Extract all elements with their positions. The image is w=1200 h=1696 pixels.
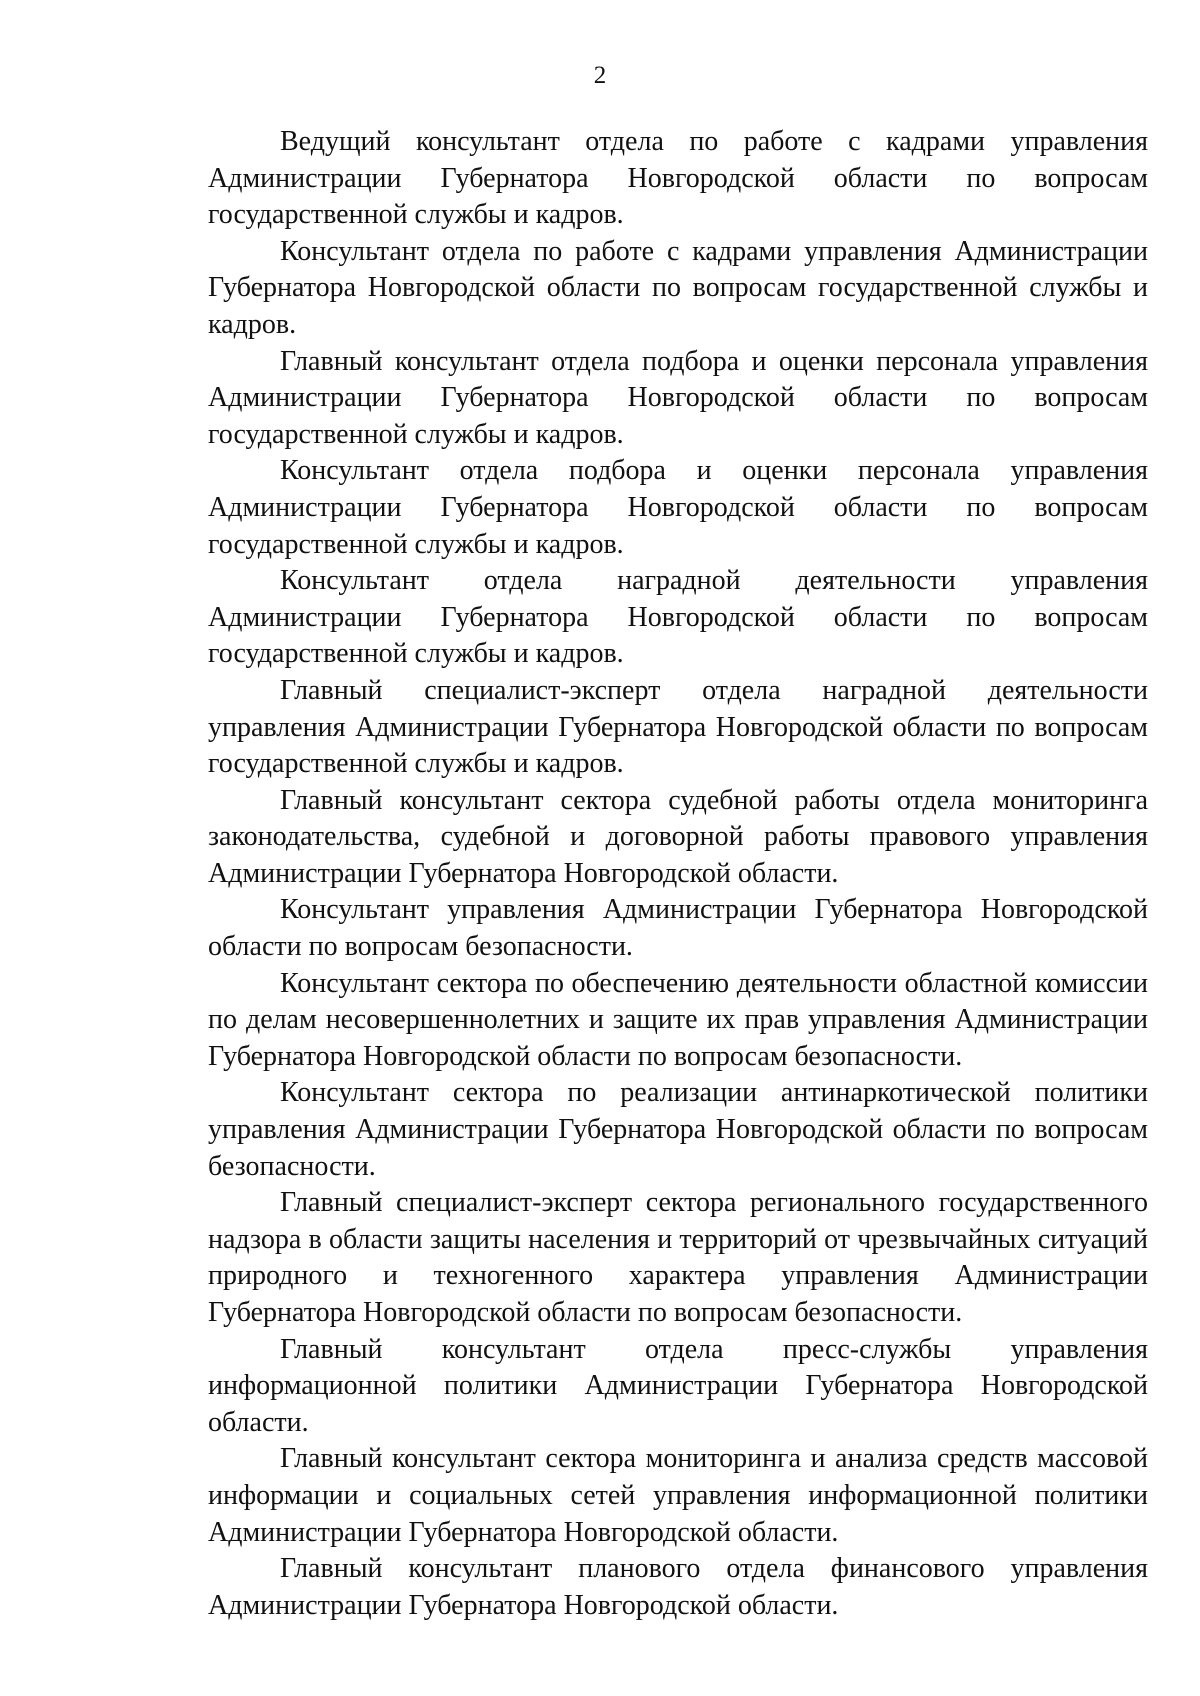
- paragraph: Главный консультант отдела подбора и оценки персонала управления Администрации Губернатора Новгородской области по вопросам государственной службы и кадров.: [208, 345, 1148, 450]
- paragraph: Консультант сектора по обеспечению деятельности областной комиссии по делам несовершеннолетних и защите их прав управления Администрации Губернатора Новгородской области по вопросам безопасности.: [208, 967, 1148, 1072]
- paragraph: Главный консультант планового отдела финансового управления Администрации Губернатора Новгородской области.: [208, 1553, 1148, 1621]
- paragraph: Главный консультант отдела пресс-службы управления информационной политики Администрации Губернатора Новгородской области.: [208, 1333, 1148, 1438]
- paragraph: Главный консультант сектора судебной работы отдела мониторинга законодательства, судебной и договорной работы правового управления Администрации Губернатора Новгородской области.: [208, 784, 1148, 889]
- document-body: [208, 124, 1148, 1624]
- paragraph: Консультант управления Администрации Губернатора Новгородской области по вопросам безопасности.: [208, 894, 1148, 963]
- paragraph: Ведущий консультант отдела по работе с кадрами управления Администрации Губернатора Новгородской области по вопросам государственной службы и кадров.: [208, 126, 1148, 231]
- paragraph: Главный специалист-эксперт отдела наградной деятельности управления Администрации Губернатора Новгородской области по вопросам государственной службы и кадров.: [208, 674, 1148, 780]
- page-number: 2: [593, 62, 607, 89]
- paragraph: Консультант отдела подбора и оценки персонала управления Администрации Губернатора Новгородской области по вопросам государственной службы и кадров.: [208, 455, 1148, 560]
- paragraph: Консультант сектора по реализации антинаркотической политики управления Администрации Губернатора Новгородской области по вопросам безопасности.: [208, 1077, 1148, 1182]
- paragraph: Главный специалист-эксперт сектора регионального государственного надзора в области защиты населения и территорий от чрезвычайных ситуаций природного и техногенного характера управления Администрации Губернатора Новгородской области по вопросам безопасности.: [208, 1187, 1148, 1328]
- paragraph: Консультант отдела по работе с кадрами управления Администрации Губернатора Новгородской области по вопросам государственной службы и кадров.: [208, 235, 1148, 340]
- paragraph: Главный консультант сектора мониторинга и анализа средств массовой информации и социальных сетей управления информационной политики Администрации Губернатора Новгородской области.: [208, 1443, 1148, 1548]
- paragraph: Консультант отдела наградной деятельности управления Администрации Губернатора Новгородской области по вопросам государственной службы и кадров.: [208, 565, 1148, 670]
